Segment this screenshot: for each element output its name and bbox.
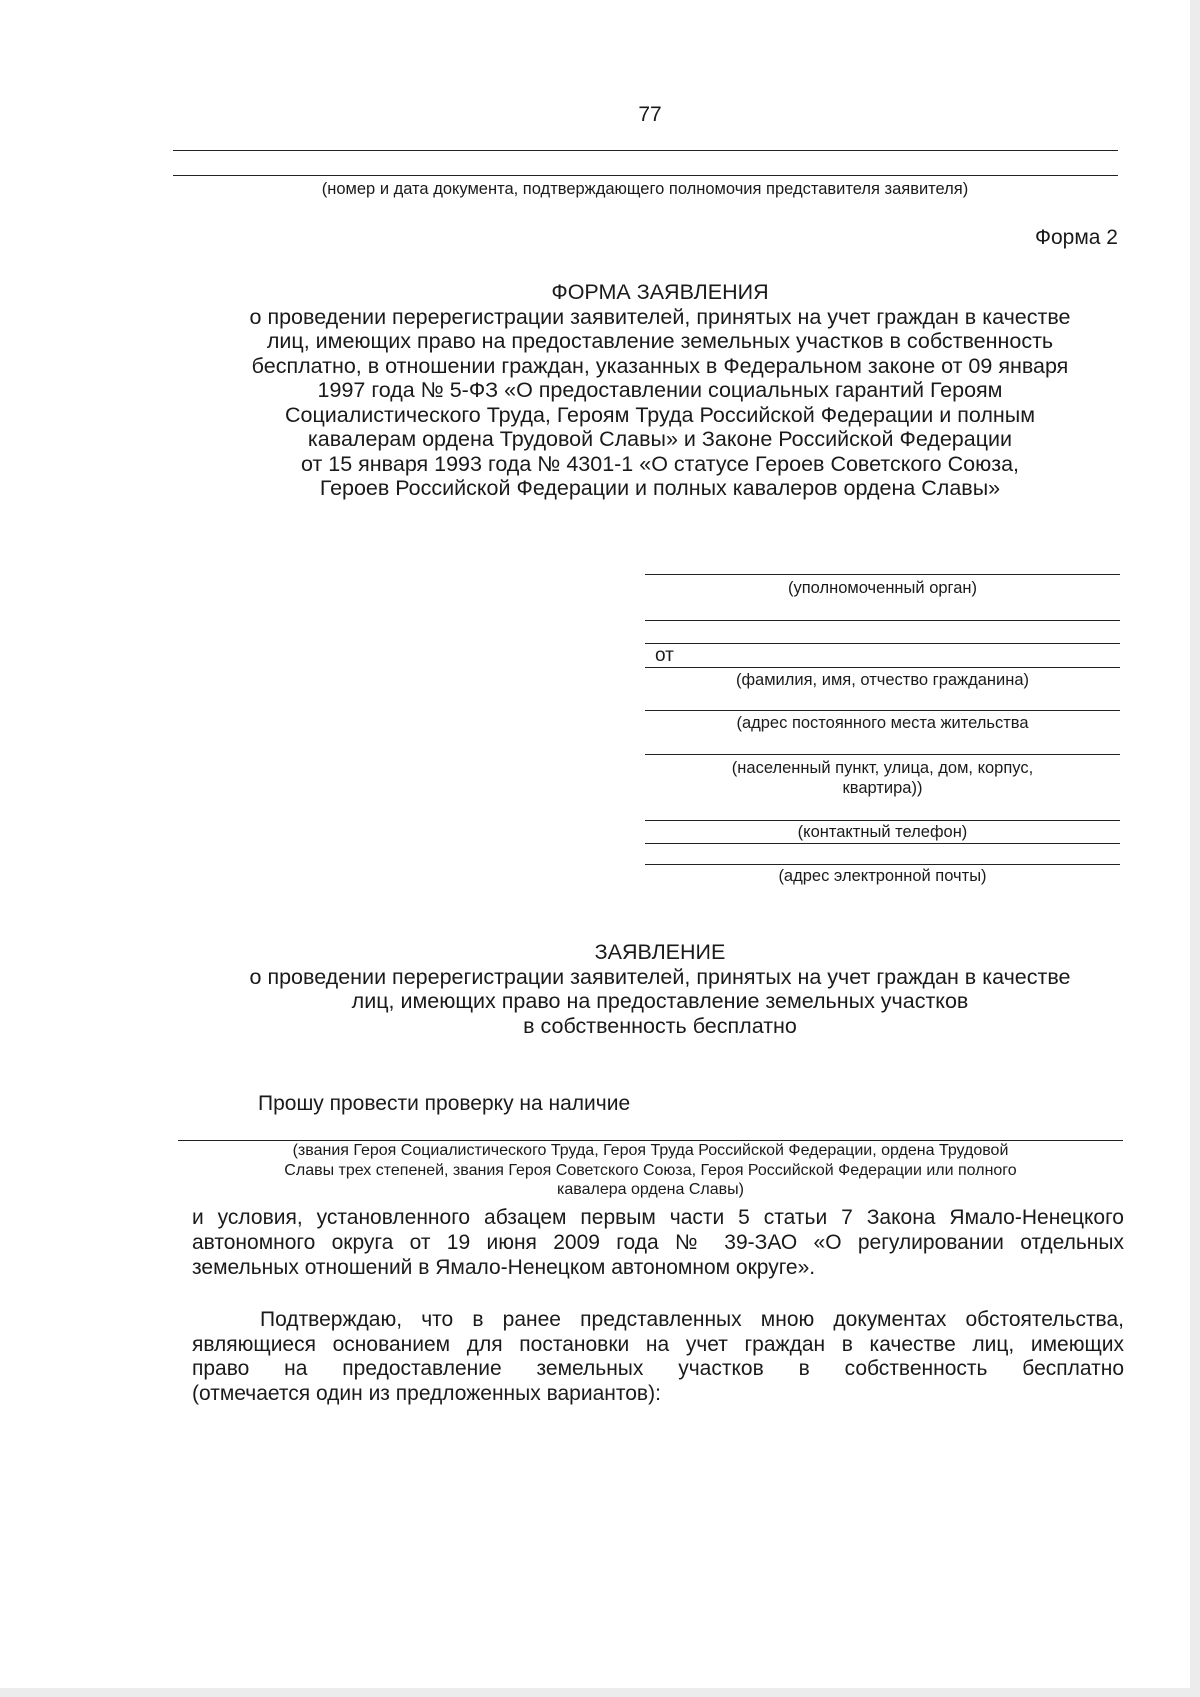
representative-document-caption: (номер и дата документа, подтверждающего полномочия представителя заявителя) (321, 180, 969, 198)
residence-detail-caption (645, 758, 1120, 798)
from-label: от (655, 645, 674, 666)
form-subtitle-line: кавалерам ордена Трудовой Славы» и Законе Российской Федерации (307, 427, 1013, 451)
confirmation-line: являющиеся основанием для постановки на учет граждан в качестве лиц, имеющих (192, 1332, 1124, 1356)
authority-field-line-2[interactable] (645, 620, 1120, 621)
page-number: 77 (638, 103, 662, 126)
form-subtitle-line: о проведении перерегистрации заявителей, принятых на учет граждан в качестве (249, 304, 1071, 329)
email-field[interactable] (645, 864, 1120, 865)
request-line: Прошу провести проверку на наличие (258, 1092, 631, 1115)
email-caption: (адрес электронной почты) (778, 867, 987, 885)
condition-line: земельных отношений в Ямало-Ненецком автономном округе». (192, 1256, 816, 1279)
statement-title: ЗАЯВЛЕНИЕ (594, 940, 726, 964)
confirmation-line: (отмечается один из предложенных вариантов): (192, 1381, 661, 1405)
condition-line: и условия, установленного абзацем первым части 5 статьи 7 Закона Ямало-Ненецкого (192, 1206, 1124, 1229)
hero-title-note (178, 1141, 1123, 1200)
authority-field[interactable] (645, 574, 1120, 575)
residence-address-caption: (адрес постоянного места жительства (736, 714, 1029, 732)
applicant-name-caption: (фамилия, имя, отчество гражданина) (735, 671, 1030, 689)
confirmation-paragraph (192, 1308, 1124, 1406)
statement-title-block (160, 940, 1160, 1038)
form-title-block (160, 280, 1160, 501)
residence-detail-caption-line: (населенный пункт, улица, дом, корпус, (731, 759, 1034, 777)
form-subtitle-line: бесплатно, в отношении граждан, указанных в Федеральном законе от 09 января (251, 353, 1069, 378)
statement-subtitle-line: о проведении перерегистрации заявителей, принятых на учет граждан в качестве (249, 964, 1071, 989)
form-title: ФОРМА ЗАЯВЛЕНИЯ (551, 280, 769, 304)
condition-line: автономного округа от 19 июня 2009 года № 39-ЗАО «О регулировании отдельных (192, 1231, 1124, 1254)
confirmation-line: Подтверждаю, что в ранее представленных мною документах обстоятельства, (260, 1308, 1124, 1331)
residence-detail-field[interactable] (645, 754, 1120, 755)
header-rule-2 (173, 175, 1118, 176)
confirmation-line: право на предоставление земельных участков в собственность бесплатно (192, 1357, 1124, 1380)
hero-title-note-line: кавалера ордена Славы) (557, 1181, 744, 1198)
authority-caption: (уполномоченный орган) (787, 579, 978, 597)
hero-title-note-line: (звания Героя Социалистического Труда, Героя Труда Российской Федерации, ордена Трудовой (292, 1142, 1009, 1159)
phone-field-underline (645, 843, 1120, 844)
form-subtitle-line: Социалистического Труда, Героям Труда Российской Федерации и полным (284, 402, 1036, 427)
form-subtitle-line: 1997 года № 5-ФЗ «О предоставлении социальных гарантий Героям (317, 378, 1003, 402)
residence-address-field[interactable] (645, 710, 1120, 711)
form-number-label: Форма 2 (1035, 226, 1118, 249)
hero-title-note-line: Славы трех степеней, звания Героя Советского Союза, Героя Российской Федерации или полного (284, 1161, 1017, 1179)
form-subtitle-line: Героев Российской Федерации и полных кавалеров ордена Славы» (319, 476, 1001, 500)
residence-detail-caption-line: квартира)) (842, 779, 923, 797)
condition-paragraph (192, 1205, 1124, 1280)
phone-caption: (контактный телефон) (797, 823, 968, 841)
phone-field[interactable] (645, 820, 1120, 821)
applicant-name-field[interactable] (645, 667, 1120, 668)
statement-subtitle-line: в собственность бесплатно (523, 1013, 797, 1038)
authority-field-line-3[interactable] (645, 643, 1120, 644)
header-rule-1 (173, 150, 1118, 151)
form-subtitle-line: от 15 января 1993 года № 4301-1 «О статусе Героев Советского Союза, (300, 451, 1020, 476)
form-subtitle-line: лиц, имеющих право на предоставление земельных участков в собственность (266, 329, 1054, 353)
statement-subtitle-line: лиц, имеющих право на предоставление земельных участков (351, 989, 969, 1013)
